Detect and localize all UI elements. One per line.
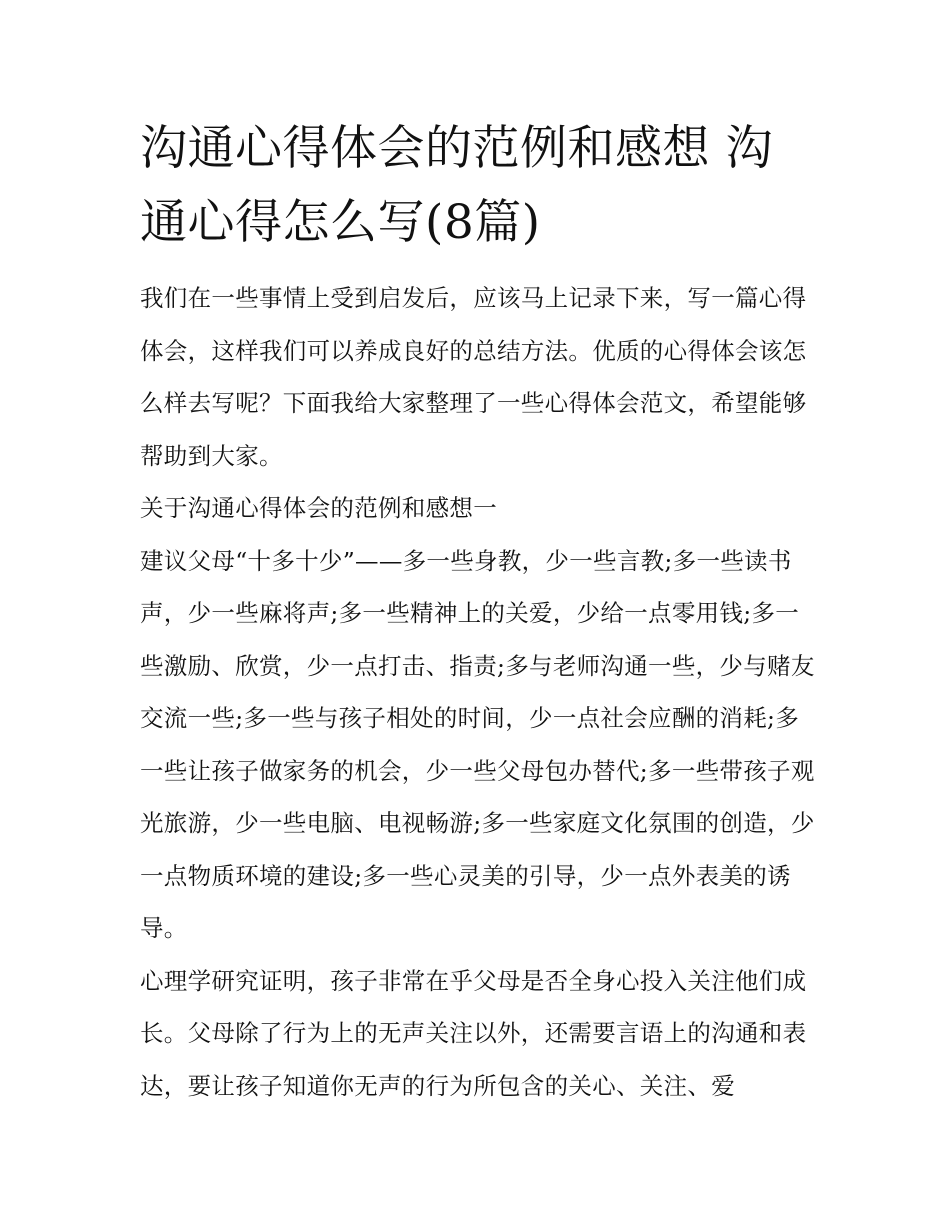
advice-paragraph: 建议父母“十多十少”——多一些身教，少一些言教;多一些读书声，少一些麻将声;多一些精神上的关爱，少给一点零用钱;多一些激励、欣赏，少一点打击、指责;多与老师沟通一些，少与赌友交流一些;多一些与孩子相处的时间，少一点社会应酬的消耗;多一些让孩子做家务的机会，少一些父母包办替代;多一些带孩子观光旅游，少一些电脑、电视畅游;多一些家庭文化氛围的创造，少一点物质环境的建设;多一些心灵美的引导，少一点外表美的诱导。 [140, 546, 815, 942]
document-title: 沟通心得体会的范例和感想 沟通心得怎么写(8篇) [140, 121, 773, 250]
psychology-paragraph: 心理学研究证明，孩子非常在乎父母是否全身心投入关注他们成长。父母除了行为上的无声关注以外，还需要言语上的沟通和表达，要让孩子知道你无声的行为所包含的关心、关注、爱 [140, 966, 807, 1100]
document-body [140, 112, 816, 1112]
intro-paragraph: 我们在一些事情上受到启发后，应该马上记录下来，写一篇心得体会，这样我们可以养成良好的总结方法。优质的心得体会该怎么样去写呢？下面我给大家整理了一些心得体会范文，希望能够帮助到大家。 [140, 284, 807, 470]
section-heading: 关于沟通心得体会的范例和感想一 [140, 494, 497, 522]
